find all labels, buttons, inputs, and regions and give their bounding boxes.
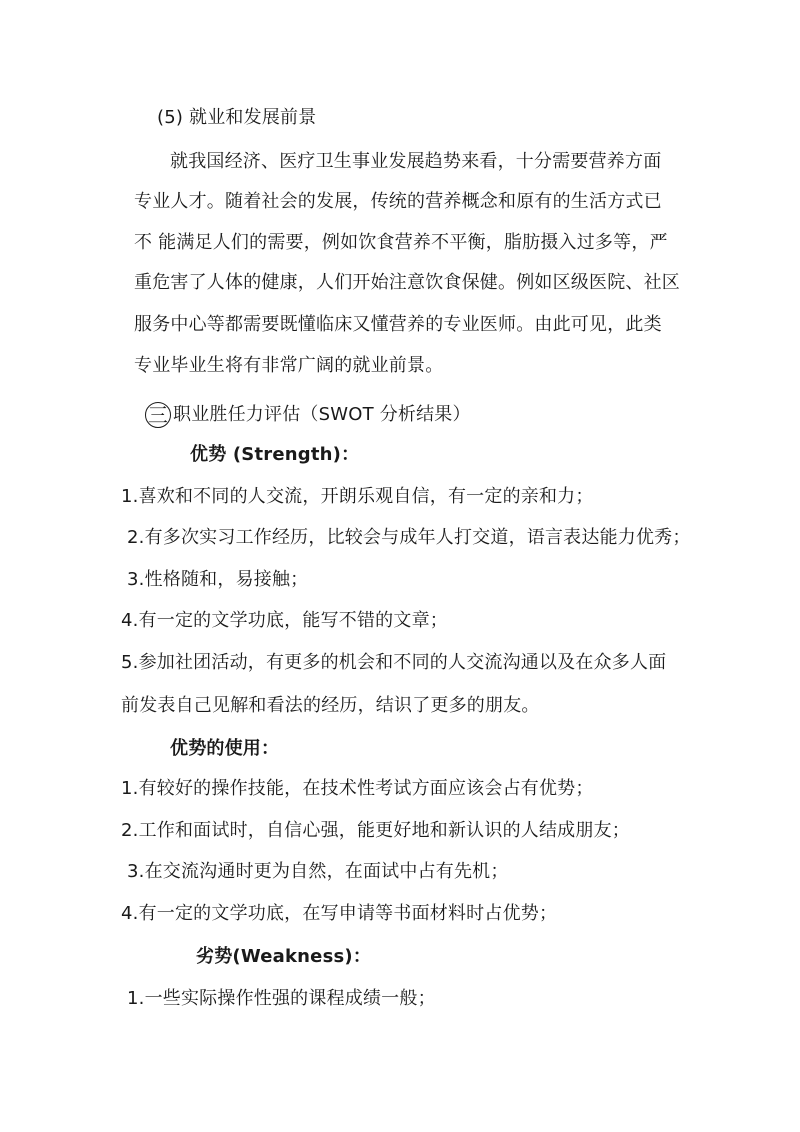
- strength-heading: 优势 (Strength)：: [190, 444, 360, 465]
- weakness-heading: 劣势(Weakness)：: [196, 946, 372, 967]
- list-item: 1.有较好的操作技能，在技术性考试方面应该会占有优势；: [121, 778, 594, 799]
- circled-number-marker: 三: [145, 402, 171, 428]
- list-item: 4.有一定的文学功底，在写申请等书面材料时占优势；: [121, 903, 558, 924]
- usage-heading: 优势的使用：: [170, 738, 280, 759]
- list-item: 2.工作和面试时，自信心强，能更好地和新认识的人结成朋友；: [121, 820, 630, 841]
- paragraph-line: 不 能满足人们的需要，例如饮食营养不平衡，脂肪摄入过多等，严: [134, 232, 668, 253]
- paragraph-line: 专业毕业生将有非常广阔的就业前景。: [134, 355, 444, 376]
- list-item: 3.性格随和，易接触；: [127, 569, 309, 590]
- list-item: 前发表自己见解和看法的经历，结识了更多的朋友。: [121, 695, 540, 716]
- list-item: 3.在交流沟通时更为自然，在面试中占有先机；: [127, 861, 509, 882]
- list-item: 1.一些实际操作性强的课程成绩一般；: [127, 988, 436, 1009]
- paragraph-line: 重危害了人体的健康，人们开始注意饮食保健。例如区级医院、社区: [134, 272, 680, 293]
- list-item: 5.参加社团活动，有更多的机会和不同的人交流沟通以及在众多人面: [121, 652, 667, 673]
- section5-title: (5) 就业和发展前景: [157, 107, 317, 128]
- section3-title-row: [145, 402, 471, 428]
- paragraph-line: 专业人才。随着社会的发展，传统的营养概念和原有的生活方式已: [134, 191, 662, 212]
- paragraph-line: 服务中心等都需要既懂临床又懂营养的专业医师。由此可见，此类: [134, 314, 662, 335]
- list-item: 2.有多次实习工作经历，比较会与成年人打交道，语言表达能力优秀；: [127, 527, 691, 548]
- section3-title: 职业胜任力评估（SWOT 分析结果）: [173, 404, 471, 425]
- list-item: 1.喜欢和不同的人交流，开朗乐观自信，有一定的亲和力；: [121, 486, 594, 507]
- paragraph-line: 就我国经济、医疗卫生事业发展趋势来看，十分需要营养方面: [170, 151, 662, 172]
- list-item: 4.有一定的文学功底，能写不错的文章；: [121, 610, 448, 631]
